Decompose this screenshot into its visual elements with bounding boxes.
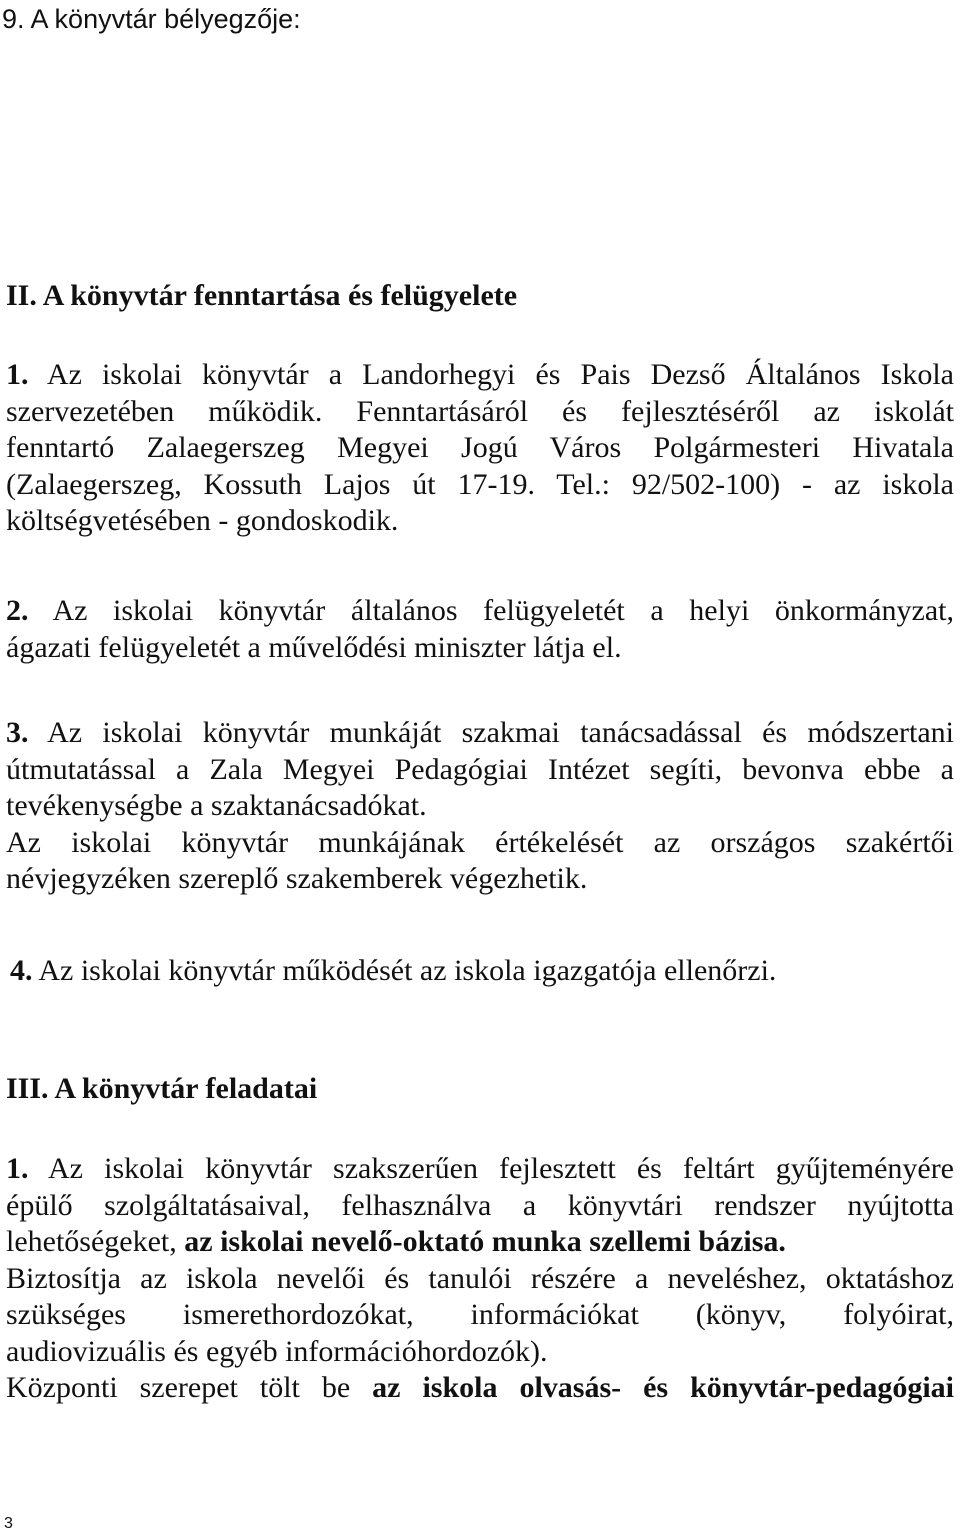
- section-2-paragraph-2: [6, 593, 954, 666]
- section-2-paragraph-1: [6, 357, 954, 540]
- paragraph-number: 2.: [6, 594, 29, 627]
- text-line: [6, 1224, 954, 1261]
- text-line: tevékenységbe a szaktanácsadókat.: [6, 789, 427, 822]
- text-run: Az iskolai könyvtár munkáját szakmai tanácsadással és módszertani: [28, 716, 954, 749]
- text-line: névjegyzéken szereplő szakemberek végezhetik.: [6, 862, 588, 895]
- text-line: költségvetésében - gondoskodik.: [6, 504, 399, 537]
- paragraph-number: 3.: [6, 716, 29, 749]
- text-line: [6, 715, 954, 752]
- text-line: szervezetében működik. Fenntartásáról és fejlesztéséről az iskolát: [6, 394, 954, 428]
- text-line: audiovizuális és egyéb információhordozók).: [6, 1334, 548, 1368]
- text-line: [6, 357, 954, 394]
- text-run: lehetőségeket,: [6, 1225, 185, 1258]
- paragraph-number: 1.: [6, 1152, 29, 1185]
- section-2-paragraph-3: [6, 715, 954, 898]
- paragraph-number: 1.: [6, 358, 29, 391]
- text-line: fenntartó Zalaegerszeg Megyei Jogú Város Polgármesteri Hivatala: [6, 431, 954, 464]
- paragraph-number: 4.: [10, 954, 33, 987]
- text-line: szükséges ismerethordozókat, információkat (könyv, folyóirat,: [6, 1298, 954, 1331]
- stamp-heading: 9. A könyvtár bélyegzője:: [2, 4, 301, 34]
- text-line: ágazati felügyeletét a művelődési miniszter látja el.: [6, 630, 622, 664]
- page-number: 3: [4, 1515, 13, 1532]
- text-line: útmutatással a Zala Megyei Pedagógiai Intézet segíti, bevonva ebbe a: [6, 752, 954, 786]
- bold-text-run: az iskolai nevelő-oktató munka szellemi bázisa.: [184, 1225, 786, 1258]
- text-line: [6, 1151, 954, 1188]
- section-2-title: II. A könyvtár fenntartása és felügyelete: [6, 279, 518, 312]
- text-run: Az iskolai könyvtár szakszerűen fejlesztett és feltárt gyűjteményére: [28, 1152, 954, 1185]
- text-line: Az iskolai könyvtár munkájának értékelését az országos szakértői: [6, 825, 954, 859]
- text-line: [10, 953, 958, 990]
- text-line: (Zalaegerszeg, Kossuth Lajos út 17-19. Tel.: 92/502-100) - az iskola: [6, 467, 954, 501]
- text-line: [6, 593, 954, 630]
- text-line: Biztosítja az iskola nevelői és tanulói részére a neveléshez, oktatáshoz: [6, 1261, 954, 1295]
- section-2-paragraph-4: [10, 953, 958, 990]
- section-3-paragraph-1: [6, 1151, 954, 1407]
- text-run: Központi szerepet tölt be: [6, 1371, 373, 1404]
- text-run: Az iskolai könyvtár működését az iskola igazgatója ellenőrzi.: [32, 954, 777, 987]
- text-run: Az iskolai könyvtár általános felügyeletét a helyi önkormányzat,: [28, 594, 954, 627]
- text-run: Az iskolai könyvtár a Landorhegyi és Pais Dezső Általános Iskola: [28, 358, 954, 391]
- bold-text-run: az iskola olvasás- és könyvtár-pedagógiai: [372, 1371, 954, 1404]
- text-line: [6, 1370, 954, 1407]
- section-3-title: III. A könyvtár feladatai: [6, 1072, 318, 1105]
- text-line: épülő szolgáltatásaival, felhasználva a könyvtári rendszer nyújtotta: [6, 1188, 954, 1222]
